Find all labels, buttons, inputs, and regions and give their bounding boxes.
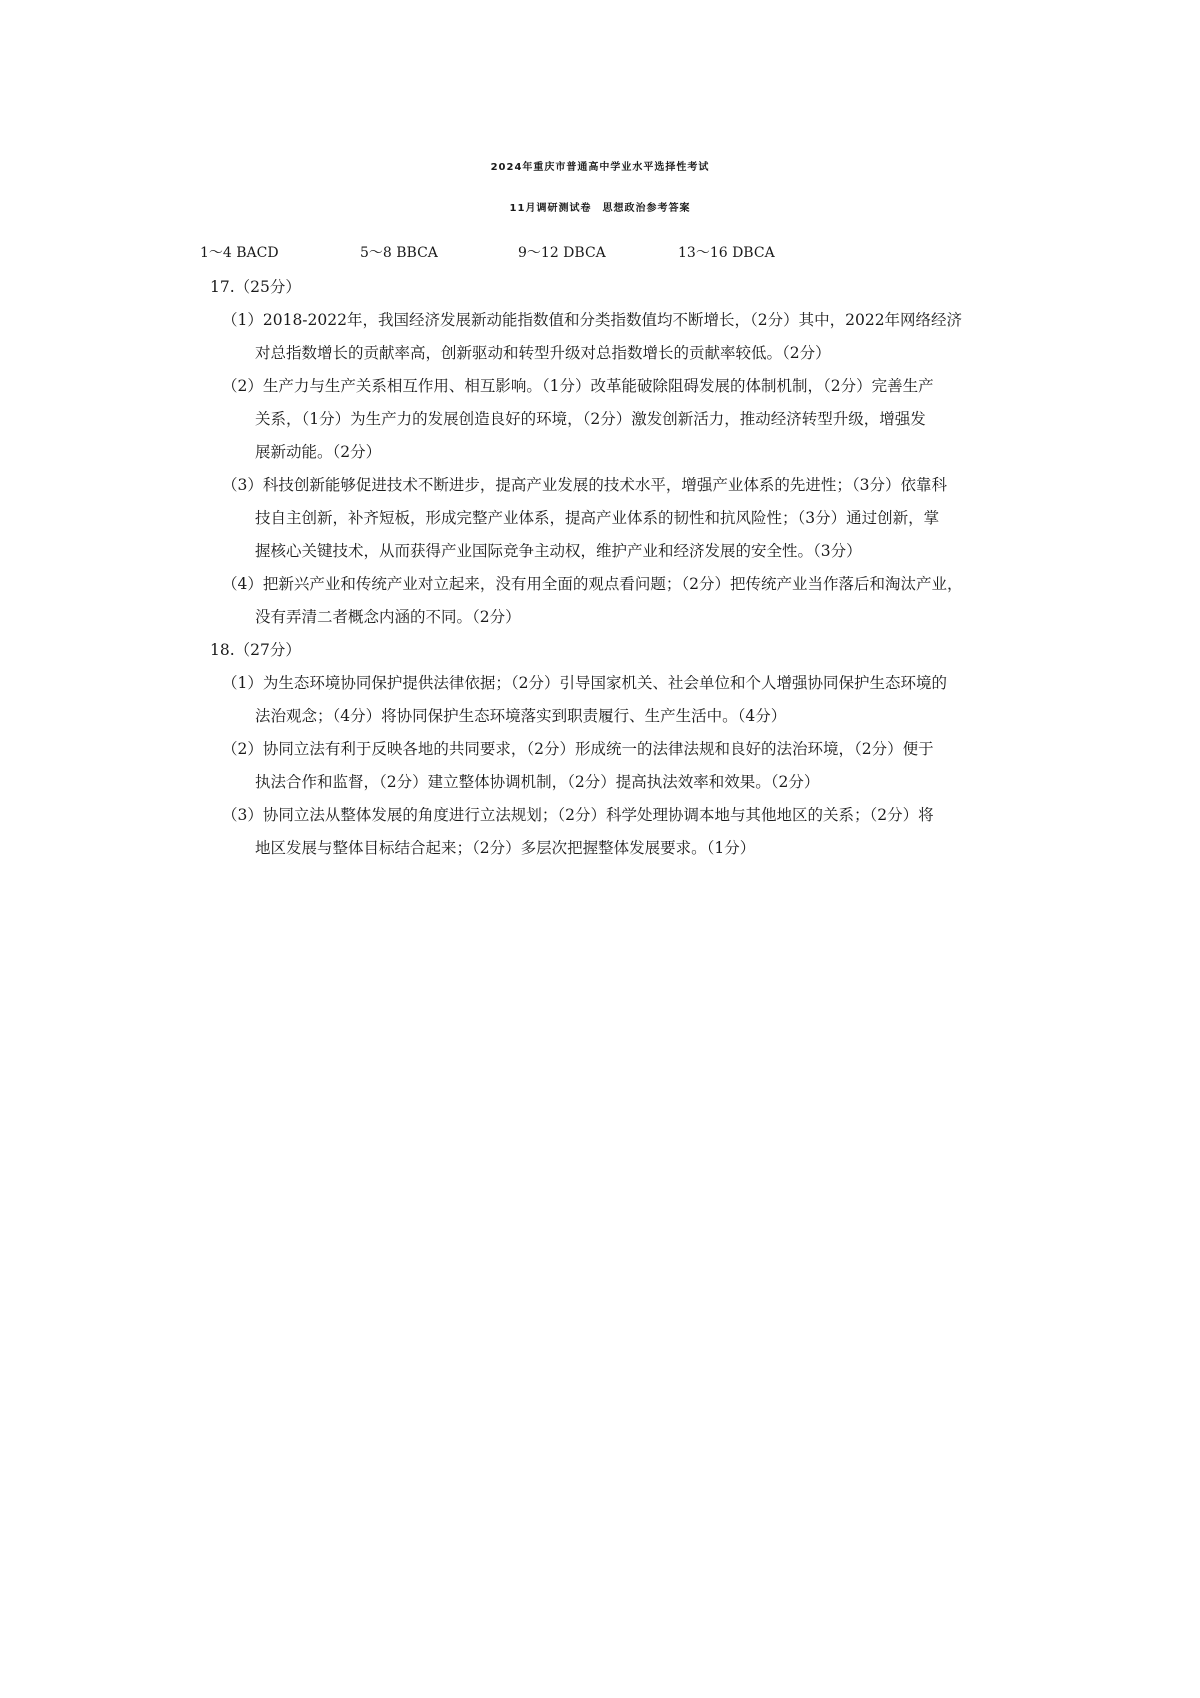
q17-answer-line: 握核心关键技术，从而获得产业国际竞争主动权，维护产业和经济发展的安全性。（3分） (255, 542, 862, 560)
question-18-header: 18.（27分） (210, 641, 301, 659)
page-title: 2024年重庆市普通高中学业水平选择性考试 (490, 162, 710, 173)
q18-answer-line: 法治观念；（4分）将协同保护生态环境落实到职责履行、生产生活中。（4分） (255, 707, 787, 725)
q17-answer-line: （1）2018-2022年，我国经济发展新动能指数值和分类指数值均不断增长，（2分）其中，2022年网络经济 (222, 311, 963, 329)
q17-answer-line: 对总指数增长的贡献率高，创新驱动和转型升级对总指数增长的贡献率较低。（2分） (255, 344, 831, 362)
page-subtitle: 11月调研测试卷 思想政治参考答案 (509, 203, 691, 214)
choice-answers-9-12: 9～12 DBCA (518, 245, 606, 261)
q17-answer-line: 没有弄清二者概念内涵的不同。（2分） (255, 608, 521, 626)
q18-answer-line: 执法合作和监督，（2分）建立整体协调机制，（2分）提高执法效率和效果。（2分） (255, 773, 820, 791)
q17-answer-line: 技自主创新，补齐短板，形成完整产业体系，提高产业体系的韧性和抗风险性；（3分）通过创新，掌 (255, 509, 940, 527)
q17-answer-line: 关系，（1分）为生产力的发展创造良好的环境，（2分）激发创新活力，推动经济转型升级，增强发 (255, 410, 926, 428)
q18-answer-line: （2）协同立法有利于反映各地的共同要求，（2分）形成统一的法律法规和良好的法治环境，（2分）便于 (222, 740, 934, 758)
q17-answer-line: （2）生产力与生产关系相互作用、相互影响。（1分）改革能破除阻碍发展的体制机制，（2分）完善生产 (222, 377, 934, 395)
q17-answer-line: （3）科技创新能够促进技术不断进步，提高产业发展的技术水平，增强产业体系的先进性；（3分）依靠科 (222, 476, 947, 494)
q18-answer-line: （3）协同立法从整体发展的角度进行立法规划；（2分）科学处理协调本地与其他地区的关系；（2分）将 (222, 806, 934, 824)
q17-answer-line: 展新动能。（2分） (255, 443, 382, 461)
choice-answers-5-8: 5～8 BBCA (360, 245, 438, 261)
q17-answer-line: （4）把新兴产业和传统产业对立起来，没有用全面的观点看问题；（2分）把传统产业当作落后和淘汰产业， (222, 575, 963, 593)
q18-answer-line: （1）为生态环境协同保护提供法律依据；（2分）引导国家机关、社会单位和个人增强协同保护生态环境的 (222, 674, 947, 692)
choice-answers-1-4: 1～4 BACD (200, 245, 279, 261)
choice-answers-13-16: 13～16 DBCA (678, 245, 775, 261)
q18-answer-line: 地区发展与整体目标结合起来；（2分）多层次把握整体发展要求。（1分） (255, 839, 756, 857)
question-17-header: 17.（25分） (210, 278, 301, 296)
